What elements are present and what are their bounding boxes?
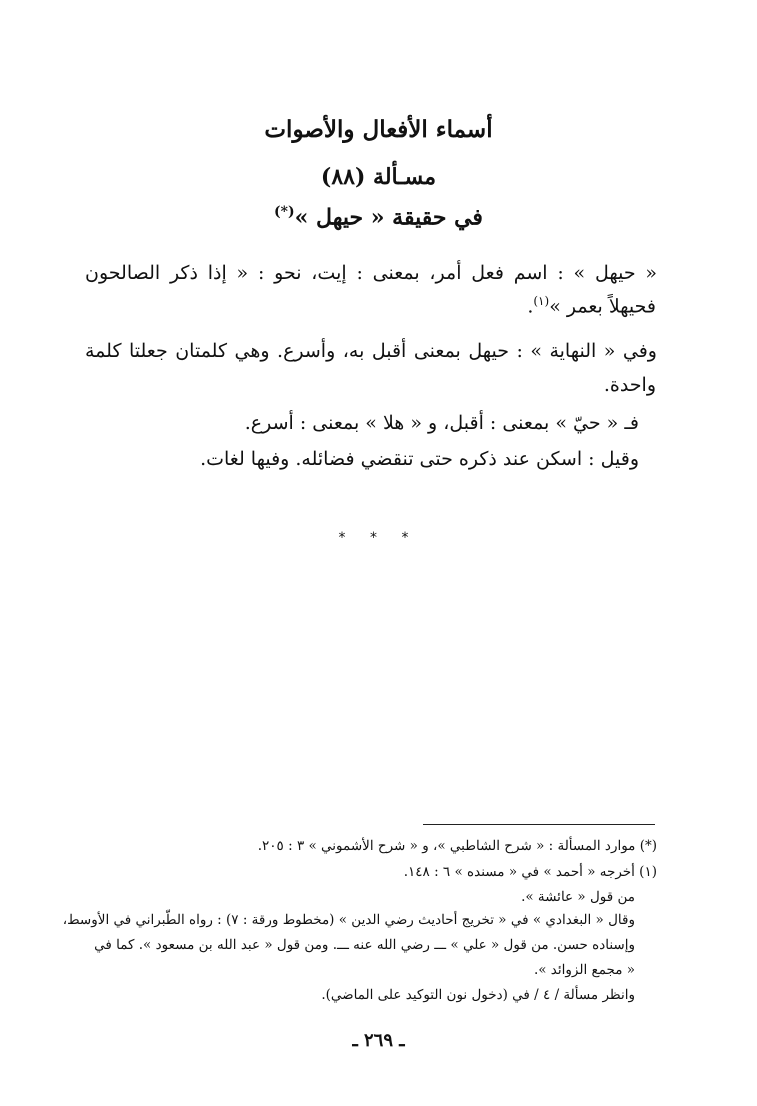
body-line: وقيل : اسكن عند ذكره حتى تنقضي فضائله. وفيها لغات. bbox=[200, 448, 639, 470]
body-line: « حيهل » : اسم فعل أمر، بمعنى : إيت، نحو : « إذا ذكر الصالحون bbox=[85, 262, 657, 284]
body-line-end: . bbox=[527, 295, 534, 318]
issue-title: مسـألة (٨٨) bbox=[320, 164, 437, 190]
footnote-ref: (١) bbox=[533, 294, 550, 308]
section-title: أسماء الأفعال والأصوات bbox=[264, 116, 493, 143]
footnote-line: وانظر مسألة / ٤ / في (دخول نون التوكيد على الماضي). bbox=[321, 987, 635, 1003]
section-separator: * * * bbox=[338, 530, 419, 546]
body-line: فـ « حيّ » بمعنى : أقبل، و « هلا » بمعنى : أسرع. bbox=[244, 412, 639, 434]
body-line: واحدة. bbox=[603, 374, 656, 396]
footnote-line: (١) أخرجه « أحمد » في « مسنده » ٦ : ١٤٨. bbox=[403, 864, 657, 880]
body-line: وفي « النهاية » : حيهل بمعنى أقبل به، وأسرع. وهي كلمتان جعلتا كلمة bbox=[85, 340, 657, 362]
subject-title-text: في حقيقة « حيهل » bbox=[294, 204, 483, 231]
footnote-line: وإسناده حسن. من قول « علي » ـــ رضي الله عنه ـــ. ومن قول « عبد الله بن مسعود ». كما في bbox=[94, 937, 635, 953]
footnote-divider bbox=[423, 824, 655, 825]
footnote-line: « مجمع الزوائد ». bbox=[533, 962, 635, 978]
footnote-line: من قول « عائشة ». bbox=[521, 889, 635, 905]
footnote-line: (*) موارد المسألة : « شرح الشاطبي »، و « شرح الأشموني » ٣ : ٢٠٥. bbox=[257, 838, 657, 854]
subject-footnote-marker: (*) bbox=[274, 204, 295, 220]
subject-title bbox=[0, 204, 757, 230]
page-number: ـ ٢٦٩ ـ bbox=[352, 1030, 405, 1051]
body-line bbox=[527, 294, 656, 317]
body-line-text: فحيهلاً بعمر » bbox=[549, 295, 656, 318]
footnote-line: وقال « البغدادي » في « تخريج أحاديث رضي الدين » (مخطوط ورقة : ٧) : رواه الطّبراني في الأوسط، bbox=[62, 912, 635, 928]
